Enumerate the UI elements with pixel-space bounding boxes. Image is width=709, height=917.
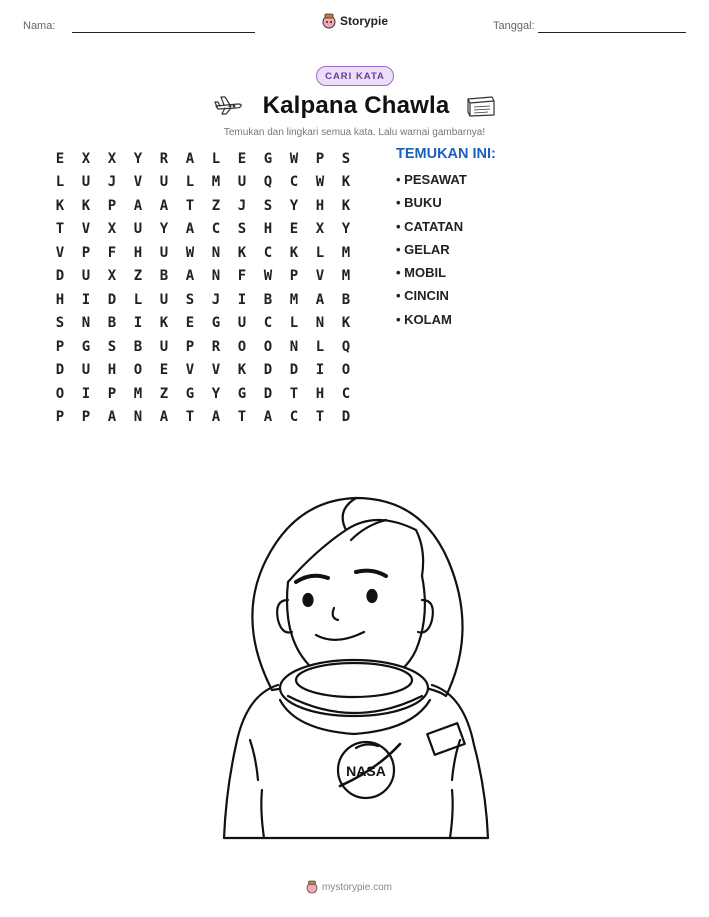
- grid-letter[interactable]: U: [237, 174, 247, 191]
- grid-letter[interactable]: O: [237, 338, 247, 355]
- word-list: [396, 170, 467, 333]
- grid-letter[interactable]: U: [133, 221, 143, 238]
- grid-letter[interactable]: H: [133, 244, 143, 261]
- grid-letter[interactable]: X: [107, 221, 117, 238]
- grid-letter[interactable]: P: [81, 409, 91, 426]
- nasa-patch-label: NASA: [346, 763, 386, 779]
- grid-letter[interactable]: O: [133, 362, 143, 379]
- grid-letter[interactable]: X: [315, 221, 325, 238]
- storypie-logo-icon: [322, 13, 336, 29]
- grid-letter[interactable]: N: [289, 338, 299, 355]
- grid-letter[interactable]: Q: [263, 174, 273, 191]
- grid-letter[interactable]: H: [107, 362, 117, 379]
- grid-letter[interactable]: E: [55, 150, 65, 167]
- grid-letter[interactable]: X: [107, 150, 117, 167]
- grid-letter[interactable]: U: [159, 244, 169, 261]
- grid-letter[interactable]: D: [55, 362, 65, 379]
- grid-letter[interactable]: O: [341, 362, 351, 379]
- word-list-item: • CINCIN: [396, 286, 467, 309]
- grid-letter[interactable]: N: [133, 409, 143, 426]
- grid-letter[interactable]: T: [237, 409, 247, 426]
- activity-badge: CARI KATA: [316, 66, 394, 86]
- grid-letter[interactable]: Q: [341, 338, 351, 355]
- grid-letter[interactable]: D: [341, 409, 351, 426]
- grid-letter[interactable]: C: [211, 221, 221, 238]
- grid-letter[interactable]: U: [81, 268, 91, 285]
- grid-letter[interactable]: V: [211, 362, 221, 379]
- grid-letter[interactable]: L: [289, 315, 299, 332]
- grid-letter[interactable]: A: [211, 409, 221, 426]
- grid-letter[interactable]: W: [263, 268, 273, 285]
- grid-letter[interactable]: L: [315, 338, 325, 355]
- grid-letter[interactable]: S: [263, 197, 273, 214]
- grid-letter[interactable]: V: [55, 244, 65, 261]
- grid-letter[interactable]: E: [185, 315, 195, 332]
- grid-letter[interactable]: A: [133, 197, 143, 214]
- word-list-item: • PESAWAT: [396, 170, 467, 193]
- grid-letter[interactable]: A: [159, 409, 169, 426]
- grid-letter[interactable]: H: [55, 291, 65, 308]
- grid-letter[interactable]: R: [211, 338, 221, 355]
- word-list-item: • CATATAN: [396, 217, 467, 240]
- grid-letter[interactable]: U: [159, 174, 169, 191]
- grid-letter[interactable]: I: [315, 362, 325, 379]
- grid-letter[interactable]: S: [107, 338, 117, 355]
- grid-letter[interactable]: U: [159, 338, 169, 355]
- grid-letter[interactable]: S: [341, 150, 351, 167]
- brand-logo: [322, 13, 388, 29]
- grid-letter[interactable]: L: [211, 150, 221, 167]
- grid-letter[interactable]: L: [133, 291, 143, 308]
- grid-letter[interactable]: D: [263, 362, 273, 379]
- word-list-item: • MOBIL: [396, 263, 467, 286]
- grid-letter[interactable]: K: [237, 362, 247, 379]
- grid-letter[interactable]: P: [55, 338, 65, 355]
- grid-letter[interactable]: Z: [133, 268, 143, 285]
- name-line: [72, 32, 255, 33]
- grid-letter[interactable]: A: [263, 409, 273, 426]
- grid-letter[interactable]: E: [159, 362, 169, 379]
- grid-letter[interactable]: P: [185, 338, 195, 355]
- grid-letter[interactable]: F: [237, 268, 247, 285]
- grid-letter[interactable]: C: [341, 385, 351, 402]
- grid-letter[interactable]: I: [81, 385, 91, 402]
- brand-name: Storypie: [340, 14, 389, 28]
- grid-letter[interactable]: W: [289, 150, 299, 167]
- name-label: Nama:: [23, 20, 56, 32]
- grid-letter[interactable]: O: [263, 338, 273, 355]
- grid-letter[interactable]: G: [185, 385, 195, 402]
- grid-letter[interactable]: M: [341, 268, 351, 285]
- grid-letter[interactable]: V: [315, 268, 325, 285]
- grid-letter[interactable]: P: [315, 150, 325, 167]
- page-title: Kalpana Chawla: [262, 92, 450, 119]
- grid-letter[interactable]: A: [185, 221, 195, 238]
- grid-letter[interactable]: E: [237, 150, 247, 167]
- footer: [306, 880, 392, 894]
- grid-letter[interactable]: X: [107, 268, 117, 285]
- grid-letter[interactable]: W: [315, 174, 325, 191]
- grid-letter[interactable]: K: [81, 197, 91, 214]
- grid-letter[interactable]: G: [237, 385, 247, 402]
- grid-letter[interactable]: V: [185, 362, 195, 379]
- grid-letter[interactable]: R: [159, 150, 169, 167]
- grid-letter[interactable]: W: [185, 244, 195, 261]
- grid-letter[interactable]: Y: [133, 150, 143, 167]
- grid-letter[interactable]: Y: [341, 221, 351, 238]
- grid-letter[interactable]: P: [55, 409, 65, 426]
- grid-letter[interactable]: U: [81, 362, 91, 379]
- instructions: Temukan dan lingkari semua kata. Lalu warnai gambarnya!: [223, 127, 486, 138]
- grid-letter[interactable]: T: [185, 409, 195, 426]
- grid-letter[interactable]: Y: [159, 221, 169, 238]
- footer-url: mystorypie.com: [322, 881, 393, 893]
- grid-letter[interactable]: D: [107, 291, 117, 308]
- grid-letter[interactable]: Y: [289, 197, 299, 214]
- grid-letter[interactable]: L: [185, 174, 195, 191]
- grid-letter[interactable]: D: [55, 268, 65, 285]
- grid-letter[interactable]: S: [55, 315, 65, 332]
- word-list-item: • BUKU: [396, 193, 467, 216]
- grid-letter[interactable]: S: [237, 221, 247, 238]
- word-list-item: • GELAR: [396, 240, 467, 263]
- word-list-item: • KOLAM: [396, 310, 467, 333]
- book-icon: [466, 95, 496, 117]
- grid-letter[interactable]: B: [341, 291, 351, 308]
- grid-letter[interactable]: C: [263, 244, 273, 261]
- grid-letter[interactable]: J: [211, 291, 221, 308]
- grid-letter[interactable]: A: [315, 291, 325, 308]
- grid-letter[interactable]: U: [81, 174, 91, 191]
- grid-letter[interactable]: Y: [211, 385, 221, 402]
- grid-letter[interactable]: K: [341, 315, 351, 332]
- word-search-grid: [47, 147, 359, 429]
- grid-letter[interactable]: B: [263, 291, 273, 308]
- grid-letter[interactable]: O: [55, 385, 65, 402]
- grid-letter[interactable]: E: [289, 221, 299, 238]
- grid-letter[interactable]: N: [211, 268, 221, 285]
- grid-letter[interactable]: G: [211, 315, 221, 332]
- date-label: Tanggal:: [493, 20, 535, 32]
- grid-letter[interactable]: C: [263, 315, 273, 332]
- grid-letter[interactable]: U: [159, 291, 169, 308]
- grid-letter[interactable]: J: [237, 197, 247, 214]
- grid-letter[interactable]: M: [289, 291, 299, 308]
- grid-letter[interactable]: U: [237, 315, 247, 332]
- grid-letter[interactable]: D: [263, 385, 273, 402]
- grid-letter[interactable]: N: [315, 315, 325, 332]
- grid-letter[interactable]: K: [237, 244, 247, 261]
- grid-letter[interactable]: H: [315, 197, 325, 214]
- grid-letter[interactable]: M: [211, 174, 221, 191]
- grid-letter[interactable]: Z: [211, 197, 221, 214]
- grid-letter[interactable]: V: [81, 221, 91, 238]
- grid-letter[interactable]: C: [289, 409, 299, 426]
- grid-letter[interactable]: B: [107, 315, 117, 332]
- grid-letter[interactable]: A: [185, 268, 195, 285]
- grid-letter[interactable]: S: [185, 291, 195, 308]
- grid-letter[interactable]: B: [159, 268, 169, 285]
- grid-letter[interactable]: C: [289, 174, 299, 191]
- grid-letter[interactable]: P: [107, 197, 117, 214]
- grid-letter[interactable]: T: [289, 385, 299, 402]
- grid-letter[interactable]: H: [315, 385, 325, 402]
- grid-letter[interactable]: M: [341, 244, 351, 261]
- grid-letter[interactable]: T: [55, 221, 65, 238]
- grid-letter[interactable]: Z: [159, 385, 169, 402]
- grid-letter[interactable]: V: [133, 174, 143, 191]
- grid-letter[interactable]: D: [289, 362, 299, 379]
- grid-letter[interactable]: J: [107, 174, 117, 191]
- grid-letter[interactable]: L: [55, 174, 65, 191]
- grid-letter[interactable]: N: [81, 315, 91, 332]
- date-line: [538, 32, 686, 33]
- grid-letter[interactable]: P: [107, 385, 117, 402]
- word-list-title: TEMUKAN INI:: [396, 146, 496, 162]
- grid-letter[interactable]: I: [237, 291, 247, 308]
- grid-letter[interactable]: K: [55, 197, 65, 214]
- grid-letter[interactable]: G: [81, 338, 91, 355]
- grid-letter[interactable]: P: [289, 268, 299, 285]
- astronaut-illustration: [216, 490, 496, 850]
- grid-letter[interactable]: K: [341, 174, 351, 191]
- grid-letter[interactable]: X: [81, 150, 91, 167]
- storypie-logo-icon: [306, 880, 318, 894]
- airplane-icon: [212, 93, 244, 117]
- grid-letter[interactable]: H: [263, 221, 273, 238]
- grid-letter[interactable]: K: [159, 315, 169, 332]
- grid-letter[interactable]: I: [81, 291, 91, 308]
- grid-letter[interactable]: K: [289, 244, 299, 261]
- grid-letter[interactable]: P: [81, 244, 91, 261]
- grid-letter[interactable]: A: [185, 150, 195, 167]
- grid-letter[interactable]: L: [315, 244, 325, 261]
- grid-letter[interactable]: N: [211, 244, 221, 261]
- grid-letter[interactable]: K: [341, 197, 351, 214]
- grid-letter[interactable]: T: [315, 409, 325, 426]
- grid-letter[interactable]: I: [133, 315, 143, 332]
- grid-letter[interactable]: M: [133, 385, 143, 402]
- grid-letter[interactable]: A: [107, 409, 117, 426]
- grid-letter[interactable]: B: [133, 338, 143, 355]
- grid-letter[interactable]: A: [159, 197, 169, 214]
- grid-letter[interactable]: F: [107, 244, 117, 261]
- grid-letter[interactable]: G: [263, 150, 273, 167]
- grid-letter[interactable]: T: [185, 197, 195, 214]
